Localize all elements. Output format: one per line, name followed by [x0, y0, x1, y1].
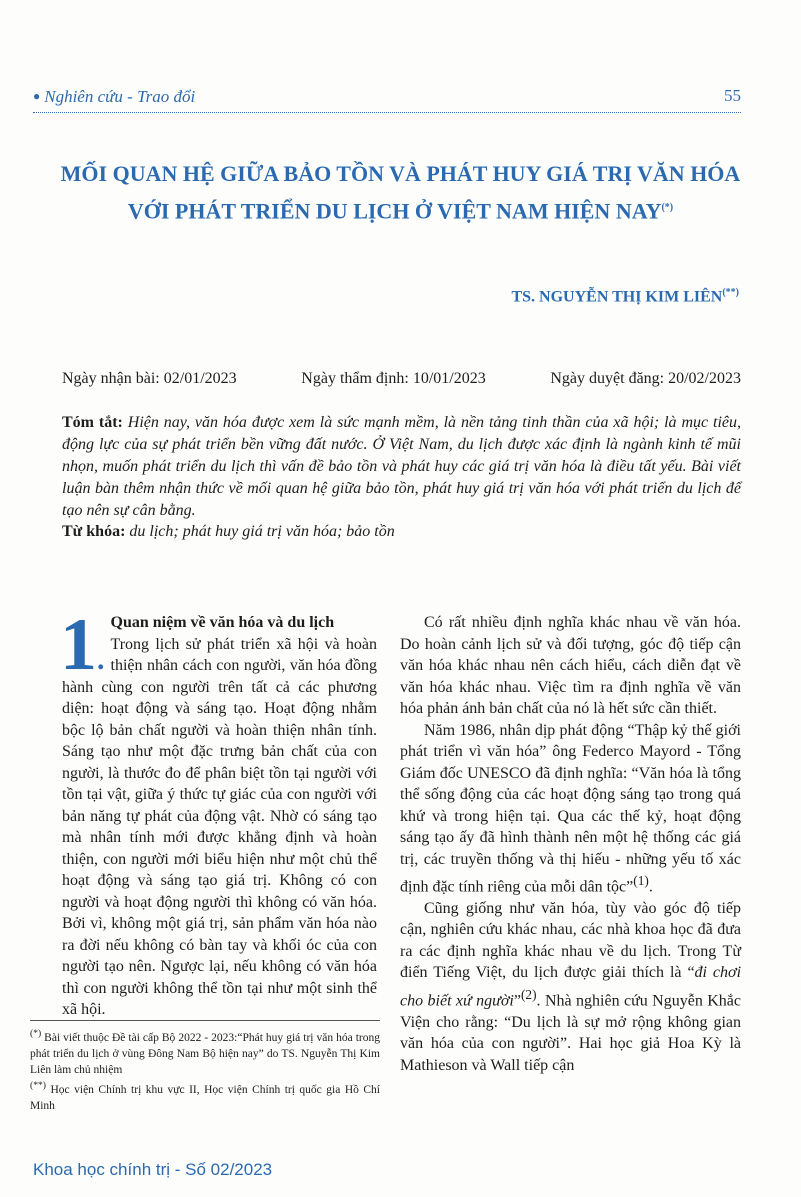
- keywords: [62, 523, 741, 541]
- running-header-section: [33, 87, 195, 107]
- body-paragraph: Trong lịch sử phát triển xã hội và hoàn thiện nhân cách con người, văn hóa đồng hành cùng con người trên tất cả các phương diện: hoạt động và sáng tạo. Hoạt động nhằm bộc lộ bản chất người và hoàn thiện nhân tính. Sáng tạo như một đặc trưng bản chất của con người, là thước đo để phân biệt tồn tại người với tồn tại vật, giữa ý thức tự giác của con người với bản năng tự phát của động vật. Nhờ có sáng tạo mà nhân tính mới được khẳng định và hoàn thiện, con người mới biểu hiện như một chủ thể hoạt động và sáng tạo giá trị. Không có con người và hoạt động người thì không có văn hóa. Bởi vì, không một giá trị, sản phẩm văn hóa nào ra đời nếu không có bàn tay và khối óc của con người tạo nên. Ngược lại, nếu không có văn hóa thì con người không thể tồn tại như một sinh thể xã hội.: [62, 635, 377, 1018]
- reference-mark: (1): [633, 873, 649, 888]
- header-divider: [33, 112, 741, 113]
- keywords-text: du lịch; phát huy giá trị văn hóa; bảo tồn: [129, 523, 395, 540]
- footnote-1: [30, 1026, 380, 1078]
- p3-text-c: . Nhà nghiên cứu Nguyễn Khắc Viện cho rằng: “Du lịch là sự mở rộng không gian văn hóa của con người”. Hai học giả Hoa Kỳ là Mathieson và Wall tiếp cận: [400, 992, 741, 1074]
- author-name: TS. NGUYỄN THỊ KIM LIÊN: [511, 288, 723, 306]
- abstract-label: Tóm tắt:: [62, 414, 123, 431]
- date-approved: Ngày duyệt đăng: 20/02/2023: [550, 370, 741, 387]
- p3-text-b: ”: [513, 992, 521, 1010]
- body-paragraph: [400, 898, 741, 1076]
- dropcap-dot: .: [97, 643, 105, 676]
- dropcap-digit: 1: [60, 604, 97, 686]
- body-paragraph: Có rất nhiều định nghĩa khác nhau về văn hóa. Do hoàn cảnh lịch sử và đối tượng, góc độ tiếp cận văn hóa khác nhau nên cách hiểu, cách diễn đạt về văn hóa khác nhau. Việc tìm ra định nghĩa về văn hóa phản ánh bản chất của nó là hết sức cần thiết.: [400, 614, 741, 717]
- reference-mark: (2): [520, 986, 537, 1002]
- body-paragraph: [400, 720, 741, 898]
- author-footnote-mark: (**): [722, 287, 739, 298]
- title-line-2: [30, 191, 771, 228]
- body-column-left: [60, 604, 377, 1021]
- footnote-2-text: Học viện Chính trị khu vực II, Học viện Chính trị quốc gia Hồ Chí Minh: [30, 1083, 380, 1112]
- body-column-right: [400, 612, 741, 1076]
- journal-footer: Khoa học chính trị - Số 02/2023: [33, 1160, 273, 1179]
- section-label: Nghiên cứu - Trao đổi: [44, 87, 196, 106]
- article-dates: [62, 370, 741, 388]
- footnote-1-mark: (*): [30, 1028, 42, 1039]
- author: [511, 287, 739, 306]
- p3-text-a: Cũng giống như văn hóa, tùy vào góc độ tiếp cận, nghiên cứu khác nhau, các nhà khoa học đã đưa ra các định nghĩa khác nhau về du lịch. Trong Từ điển Tiếng Việt, du lịch được giải thích là “: [400, 899, 741, 982]
- keywords-label: Từ khóa:: [62, 523, 126, 540]
- title-footnote-mark: (*): [661, 202, 674, 213]
- p3-italic-quote: đi chơi cho biết xứ người: [400, 964, 742, 1010]
- footnote-1-text: Bài viết thuộc Đề tài cấp Bộ 2022 - 2023:“Phát huy giá trị văn hóa trong phát triển du lịch ở vùng Đông Nam Bộ hiện nay” do TS. Nguyễn Thị Kim Liên làm chủ nhiệm: [30, 1031, 380, 1076]
- bullet-icon: ●: [33, 89, 41, 103]
- abstract: [62, 412, 741, 522]
- p2-end: .: [648, 878, 653, 896]
- section-number-dropcap: [60, 604, 105, 686]
- page-number: 55: [724, 86, 741, 105]
- section-heading: Quan niệm về văn hóa và du lịch: [110, 614, 335, 631]
- abstract-text: Hiện nay, văn hóa được xem là sức mạnh mềm, là nền tảng tinh thần của xã hội; là mục tiêu, động lực của sự phát triển bền vững đất nước. Ở Việt Nam, du lịch được xác định là ngành kinh tế mũi nhọn, muốn phát triển du lịch thì vấn đề bảo tồn và phát huy các giá trị văn hóa là điều tất yếu. Bài viết luận bàn thêm nhận thức về mối quan hệ giữa bảo tồn, phát huy giá trị văn hóa với phát triển du lịch để tạo nên sự cân bằng.: [62, 414, 742, 519]
- footnote-2-mark: (**): [30, 1079, 46, 1091]
- article-title: [30, 157, 771, 228]
- date-reviewed: Ngày thẩm định: 10/01/2023: [301, 370, 486, 387]
- date-received: Ngày nhận bài: 02/01/2023: [62, 370, 237, 387]
- title-line-1: MỐI QUAN HỆ GIỮA BẢO TỒN VÀ PHÁT HUY GIÁ TRỊ VĂN HÓA: [60, 161, 741, 186]
- footnote-2: [30, 1078, 380, 1114]
- p2-text: Năm 1986, nhân dịp phát động “Thập kỷ thế giới phát triển vì văn hóa” ông Federco Mayord - Tổng Giám đốc UNESCO đã định nghĩa: “Văn hóa là tổng thể sống động của các hoạt động sáng tạo trong quá khứ và trong hiện tại. Qua các thế kỷ, hoạt động sáng tạo ấy đã hình thành nên một hệ thống các giá trị, các truyền thống và thị hiếu - những yếu tố xác định đặc tính riêng của mỗi dân tộc”: [400, 721, 741, 896]
- footnotes: [30, 1020, 380, 1114]
- title-line-2-text: VỚI PHÁT TRIỂN DU LỊCH Ở VIỆT NAM HIỆN NAY: [127, 198, 662, 224]
